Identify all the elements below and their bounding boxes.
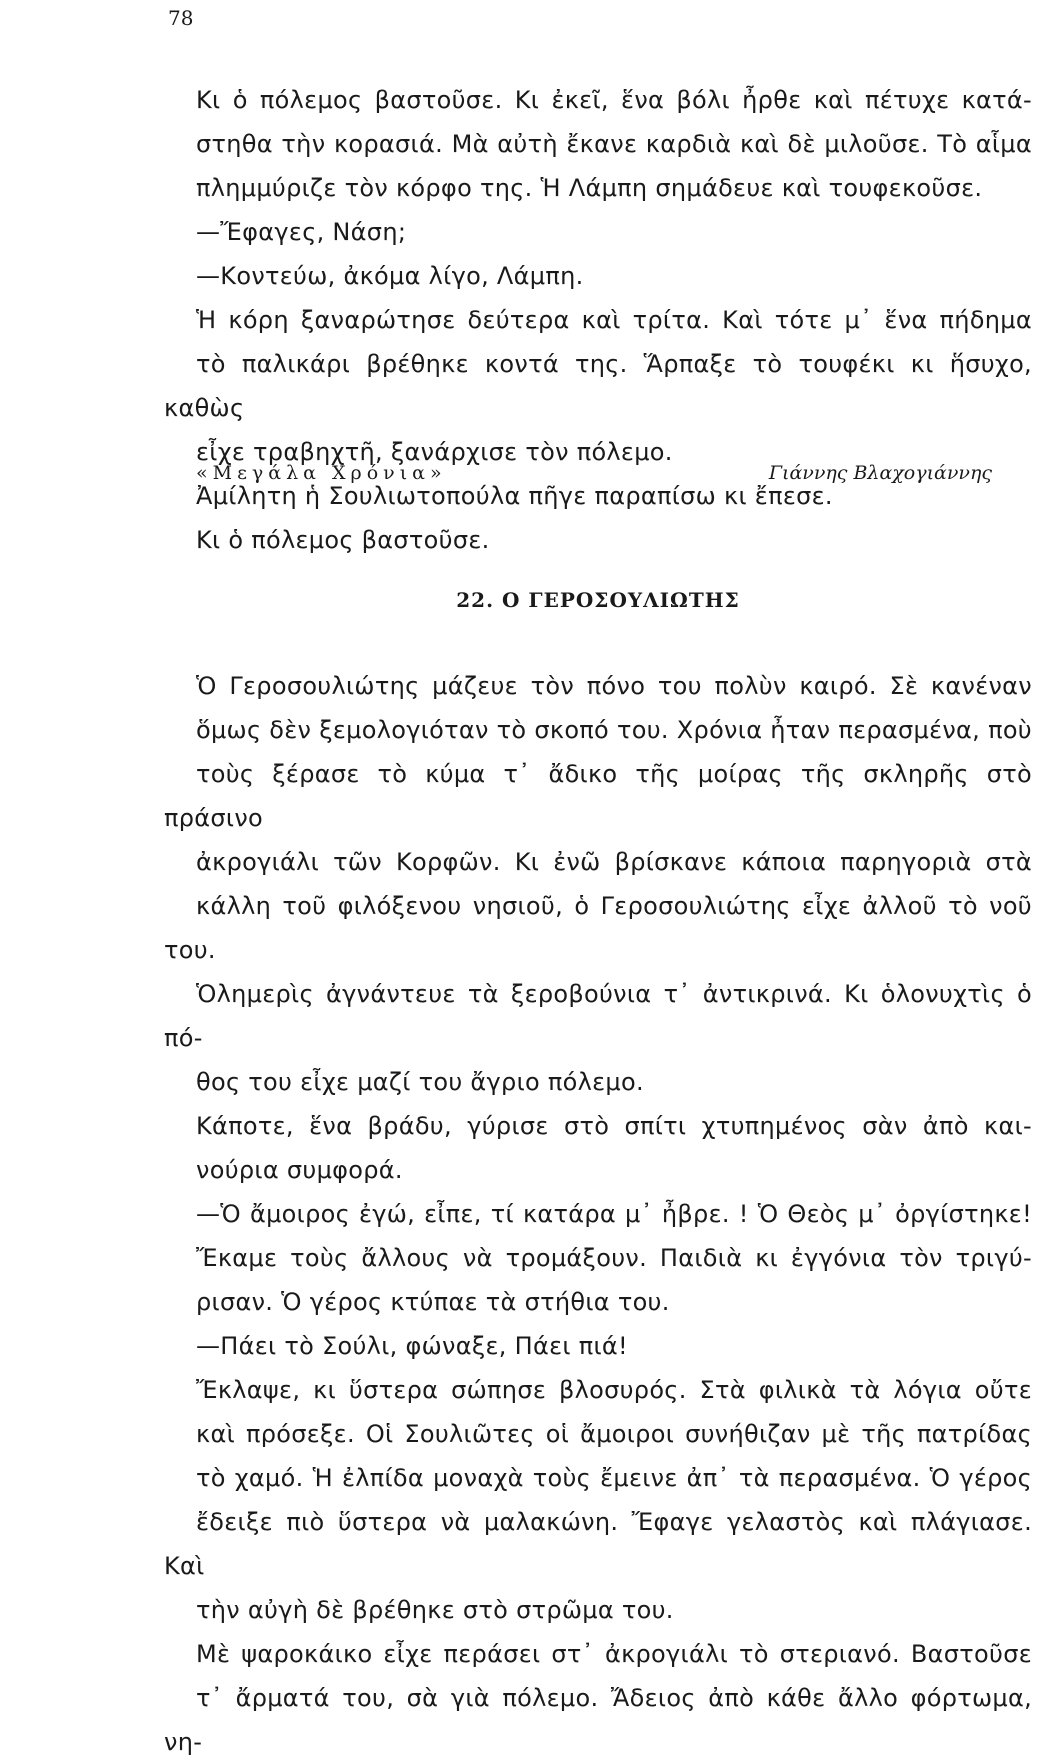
dialogue-line: —Πάει τὸ Σούλι, φώναξε, Πάει πιά!	[196, 1332, 628, 1360]
text-line: Ἔκαμε τοὺς ἄλλους νὰ τρομάξουν. Παιδιὰ κι ἐγγόνια τὸν τριγύ-	[196, 1244, 1032, 1272]
text-line: κάλλη τοῦ φιλόξενου νησιοῦ, ὁ Γεροσουλιώτης εἶχε ἀλλοῦ τὸ νοῦ του.	[164, 892, 1032, 964]
paragraph	[164, 1368, 1032, 1632]
text-line: πλημμύριζε τὸν κόρφο της. Ἡ Λάμπη σημάδευε καὶ τουφεκοῦσε.	[196, 174, 983, 202]
text-line: Κι ὁ πόλεμος βαστοῦσε. Κι ἐκεῖ, ἕνα βόλι ἦρθε καὶ πέτυχε κατά-	[196, 86, 1032, 114]
paragraph: Κι ὁ πόλεμος βαστοῦσε.	[196, 526, 490, 554]
text-line: τ᾽ ἄρματά του, σὰ γιὰ πόλεμο. Ἄδειος ἀπὸ κάθε ἄλλο φόρτωμα, νη-	[164, 1684, 1032, 1756]
text-line: τοὺς ξέρασε τὸ κύμα τ᾽ ἄδικο τῆς μοίρας τῆς σκληρῆς στὸ πράσινο	[164, 760, 1032, 832]
text-line: —Ὁ ἄμοιρος ἐγώ, εἶπε, τί κατάρα μ᾽ ἦβρε. ! Ὁ Θεὸς μ᾽ ὀργίστηκε!	[196, 1200, 1032, 1228]
text-line: ὅμως δὲν ξεμολογιόταν τὸ σκοπό του. Χρόνια ἦταν περασμένα, ποὺ	[196, 716, 1032, 744]
paragraph	[164, 1104, 1032, 1192]
dialogue-line: —Ἔφαγες, Νάση;	[196, 218, 407, 246]
text-line: θος του εἶχε μαζί του ἄγριο πόλεμο.	[196, 1068, 644, 1096]
text-line: Ὁλημερὶς ἀγνάντευε τὰ ξεροβούνια τ᾽ ἀντικρινά. Κι ὁλονυχτὶς ὁ πό-	[164, 980, 1032, 1052]
chapter-body	[164, 664, 1032, 1764]
text-line: ρισαν. Ὁ γέρος κτύπαε τὰ στήθια του.	[196, 1288, 670, 1316]
dialogue-line: —Κοντεύω, ἀκόμα λίγο, Λάμπη.	[196, 262, 584, 290]
text-line: νούρια συμφορά.	[196, 1156, 403, 1184]
page-number: 78	[168, 6, 194, 30]
text-line: Κάποτε, ἕνα βράδυ, γύρισε στὸ σπίτι χτυπημένος σὰν ἀπὸ και-	[196, 1112, 1032, 1140]
chapter-title: 22. Ο ΓΕΡΟΣΟΥΛΙΩΤΗΣ	[456, 588, 740, 612]
paragraph	[164, 298, 1032, 474]
attribution-author: Γιάννης Βλαχογιάννης	[768, 462, 992, 484]
text-line: τὸ χαμό. Ἡ ἐλπίδα μοναχὰ τοὺς ἔμεινε ἀπ᾽ τὰ περασμένα. Ὁ γέρος	[196, 1464, 1032, 1492]
paragraph	[164, 78, 1032, 210]
paragraph: Ἀμίλητη ἡ Σουλιωτοπούλα πῆγε παραπίσω κι ἔπεσε.	[196, 482, 833, 510]
text-line: ἀκρογιάλι τῶν Κορφῶν. Κι ἐνῶ βρίσκανε κάποια παρηγοριὰ στὰ	[196, 848, 1032, 876]
text-line: Μὲ ψαροκάικο εἶχε περάσει στ᾽ ἀκρογιάλι τὸ στεριανό. Βαστοῦσε	[196, 1640, 1032, 1668]
text-line: καὶ πρόσεξε. Οἱ Σουλιῶτες οἱ ἄμοιροι συνήθιζαν μὲ τῆς πατρίδας	[196, 1420, 1032, 1448]
text-line: Ἡ κόρη ξαναρώτησε δεύτερα καὶ τρίτα. Καὶ τότε μ᾽ ἕνα πήδημα	[196, 306, 1032, 334]
paragraph	[164, 1192, 1032, 1324]
paragraph	[164, 664, 1032, 1104]
text-line: στηθα τὴν κορασιά. Μὰ αὐτὴ ἔκανε καρδιὰ καὶ δὲ μιλοῦσε. Τὸ αἷμα	[196, 130, 1032, 158]
paragraph	[164, 1632, 1032, 1764]
text-line: Ἔκλαψε, κι ὕστερα σώπησε βλοσυρός. Στὰ φιλικὰ τὰ λόγια οὔτε	[196, 1376, 1032, 1404]
text-line: τὴν αὐγὴ δὲ βρέθηκε στὸ στρῶμα του.	[196, 1596, 674, 1624]
text-line: εἶχε τραβηχτῆ, ξανάρχισε τὸν πόλεμο.	[196, 438, 673, 466]
story-end-section	[164, 78, 1032, 562]
text-line: ἔδειξε πιὸ ὕστερα νὰ μαλακώνη. Ἔφαγε γελαστὸς καὶ πλάγιασε. Καὶ	[164, 1508, 1032, 1580]
attribution-source: «Μεγάλα Χρόνια»	[196, 462, 447, 484]
text-line: τὸ παλικάρι βρέθηκε κοντά της. Ἅρπαξε τὸ τουφέκι κι ἥσυχο, καθὼς	[164, 350, 1032, 422]
text-line: Ὁ Γεροσουλιώτης μάζευε τὸν πόνο του πολὺν καιρό. Σὲ κανέναν	[196, 672, 1032, 700]
